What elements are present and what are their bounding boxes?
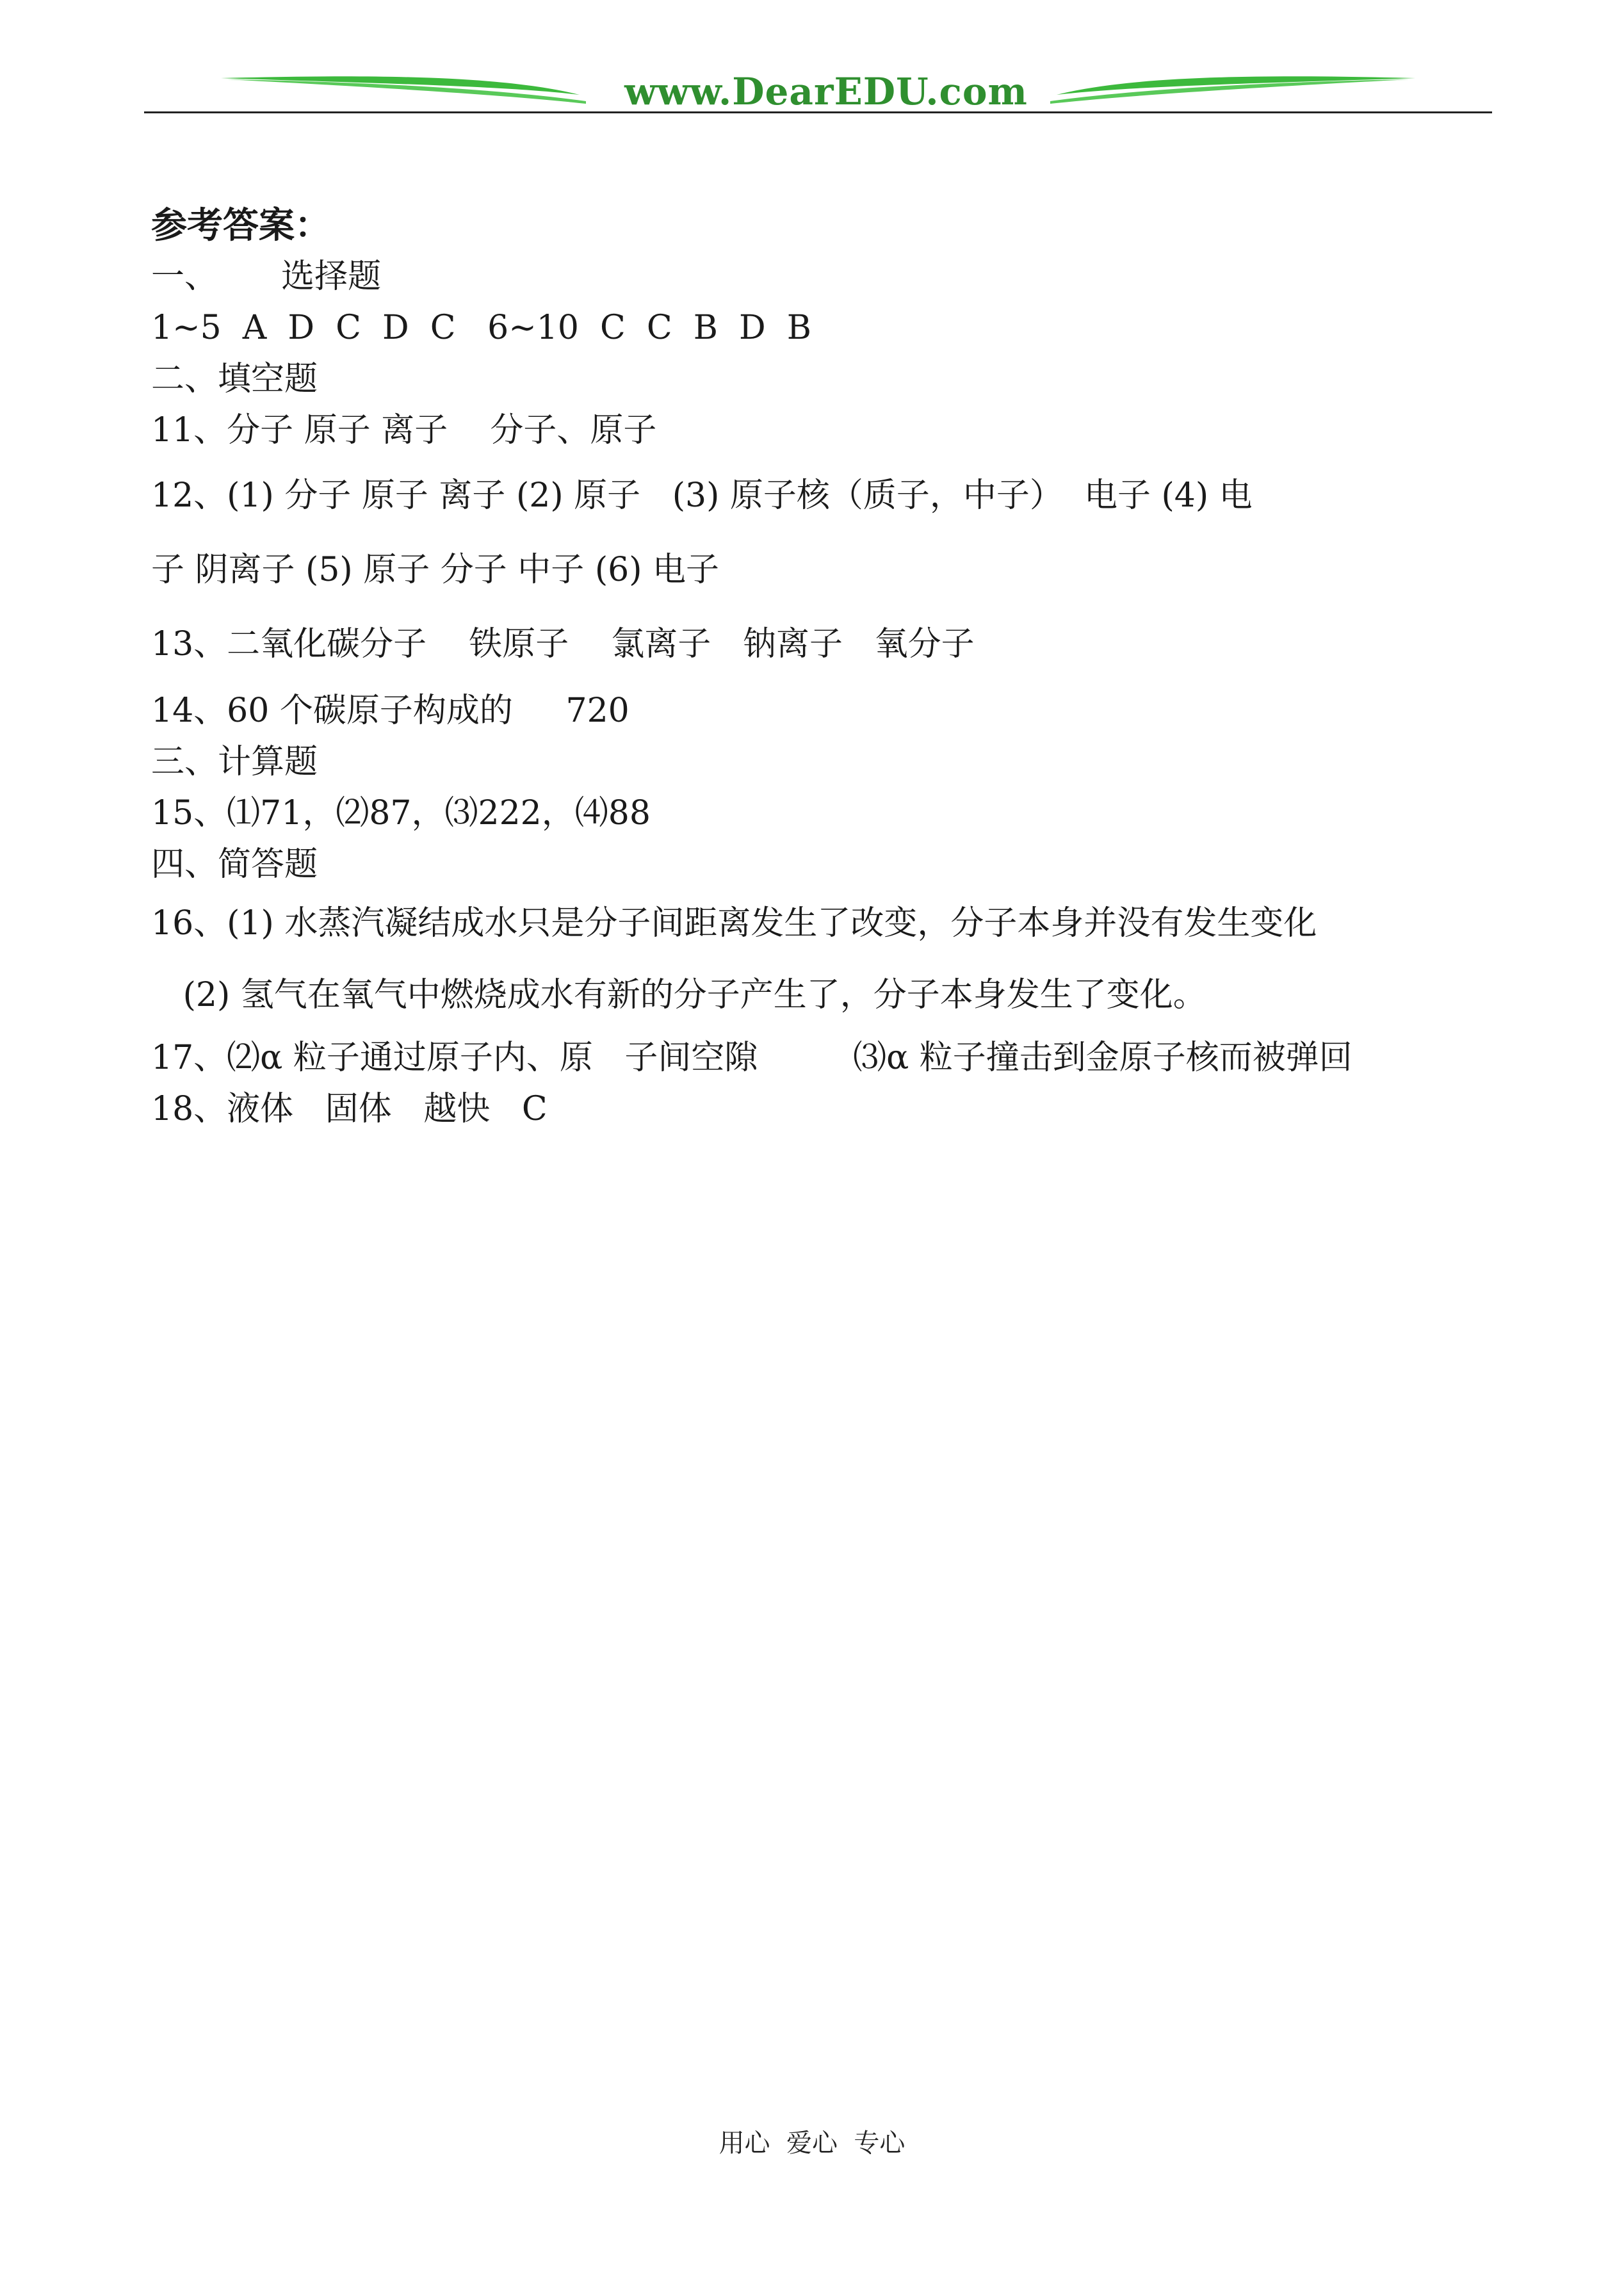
answer-q16-line2: (2) 氢气在氧气中燃烧成水有新的分子产生了，分子本身发生了变化。	[151, 976, 1206, 1014]
section-heading-choice: 一、 选择题	[151, 257, 382, 296]
answer-q18: 18、液体 固体 越快 C	[151, 1090, 548, 1128]
answer-q12-line2: 子 阴离子 (5) 原子 分子 中子 (6) 电子	[151, 551, 720, 589]
answer-q13: 13、二氧化碳分子 铁原子 氯离子 钠离子 氧分子	[151, 625, 975, 663]
choice-answers: 1~5 A D C D C 6~10 C C B D B	[151, 309, 811, 347]
section-heading-fill: 二、填空题	[151, 360, 318, 398]
answer-q12-line1: 12、(1) 分子 原子 离子 (2) 原子 (3) 原子核（质子，中子） 电子 (4) 电	[151, 476, 1253, 515]
site-header	[144, 64, 1492, 115]
page-footer: 用心 爱心 专心	[719, 2129, 905, 2158]
answer-title: 参考答案：	[151, 204, 330, 247]
answer-q15: 15、⑴71，⑵87，⑶222，⑷88	[151, 794, 651, 832]
answer-q16-line1: 16、(1) 水蒸汽凝结成水只是分子间距离发生了改变，分子本身并没有发生变化	[151, 904, 1317, 943]
answer-q14: 14、60 个碳原子构成的 720	[151, 692, 629, 730]
answer-q11: 11、分子 原子 离子 分子、原子	[151, 411, 657, 450]
site-logo-text: www.DearEDU.com	[624, 70, 1028, 113]
section-heading-calc: 三、计算题	[151, 743, 318, 781]
answer-q17: 17、⑵α 粒子通过原子内、原 子间空隙 ⑶α 粒子撞击到金原子核而被弹回	[151, 1039, 1352, 1077]
section-heading-short: 四、简答题	[151, 845, 318, 884]
